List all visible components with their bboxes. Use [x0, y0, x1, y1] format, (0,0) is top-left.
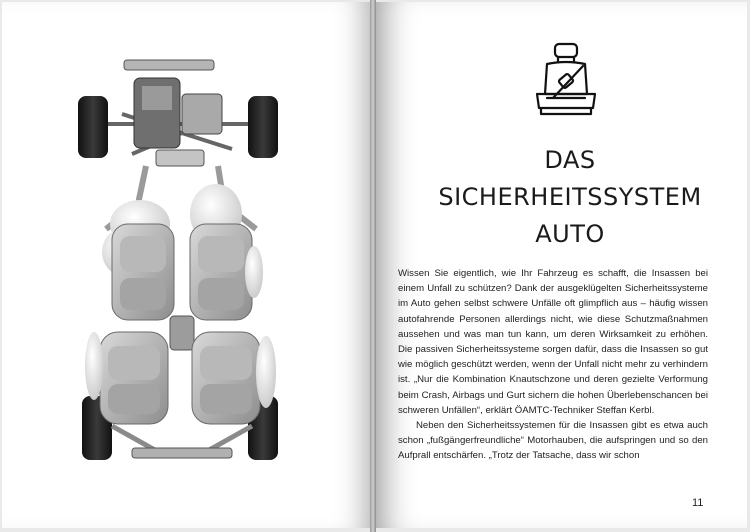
page-number: 11	[692, 497, 704, 509]
title-line-1: DAS	[544, 146, 596, 175]
title-line-3: AUTO	[535, 220, 605, 249]
paragraph-1: Wissen Sie eigentlich, wie Ihr Fahrzeug es schafft, die Insassen bei einem Unfall zu schützen? Dank der ausgeklügelten Sicherheitssysteme im Auto gehen selbst schwere Unfälle oft glimpflich aus – häufig wissen autofahrende Personen allerdings nicht, wie diese Schutzmaßnahmen aussehen und was man tun kann, um deren Wirksamkeit zu erhöhen. Die passiven Sicherheitssysteme sorgen dafür, dass die Insassen so gut wie möglich geschützt werden, wenn der Unfall nicht mehr zu verhindern ist. „Nur die Kombination Knautschzone und deren gezielte Verformung beim Crash, Airbags und Gurt sichern die hohen Überlebenschancen bei schweren Unfällen“, erklärt ÖAMTC-Techniker Steffan Kerbl.	[398, 268, 708, 416]
car-chassis-airbag-illustration	[72, 54, 292, 474]
seatbelt-seat-icon	[527, 42, 605, 118]
paragraph-2: Neben den Sicherheitssystemen für die Insassen gibt es etwa auch schon „fußgängerfreundliche“ Motorhauben, die aufspringen und so den Aufprall entschärfen. „Trotz der Tatsache, dass wir schon	[398, 420, 708, 462]
book-gutter	[370, 0, 376, 532]
article-body	[398, 266, 708, 464]
page-title	[420, 142, 720, 253]
title-line-2: SICHERHEITSSYSTEM	[438, 183, 702, 212]
